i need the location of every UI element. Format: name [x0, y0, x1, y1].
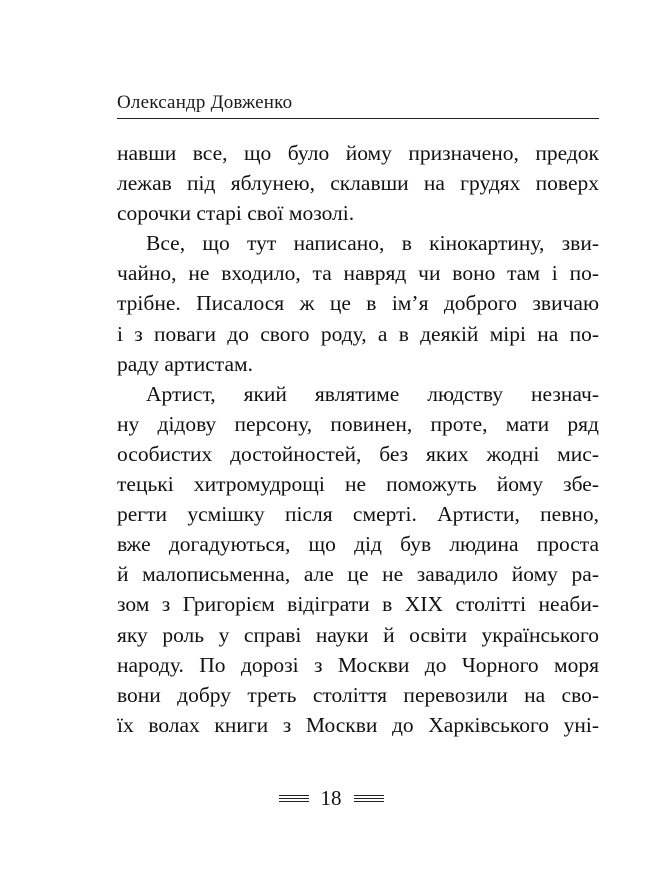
text-line: вони добру треть століття перевозили на сво-	[117, 682, 599, 707]
running-head: Олександр Довженко	[117, 92, 293, 113]
page-footer	[0, 786, 662, 810]
text-line: сорочки старі свої мозолі.	[117, 201, 355, 226]
header-rule	[117, 118, 599, 119]
text-line: регти усмішку після смерті. Артисти, певно,	[117, 502, 599, 527]
text-line: й малописьменна, але це не завадило йому ра-	[117, 562, 599, 587]
text-line: трібне. Писалося ж це в ім’я доброго звичаю	[117, 291, 599, 316]
text-line: яку роль у справі науки й освіти українського	[117, 622, 599, 647]
text-line: народу. По дорозі з Москви до Чорного моря	[117, 652, 599, 677]
text-line: ну дідову персону, повинен, проте, мати ряд	[117, 411, 599, 436]
text-line: особистих достойностей, без яких жодні мис-	[117, 441, 599, 466]
body-text	[117, 138, 599, 740]
text-line: вже догадуються, що дід був людина проста	[117, 532, 599, 557]
left-ornament	[279, 795, 309, 802]
text-line: навши все, що було йому призначено, предок	[117, 141, 599, 165]
text-line: і з поваги до свого роду, а в деякій мірі на по-	[117, 321, 599, 346]
text-line: Все, що тут написано, в кінокартину, зви-	[146, 231, 599, 256]
text-line: лежав під яблунею, склавши на грудях поверх	[117, 171, 599, 196]
page-number: 18	[320, 786, 342, 810]
text-line: раду артистам.	[117, 351, 253, 376]
text-line: зом з Григорієм відіграти в ХІХ столітті неаби-	[117, 592, 599, 617]
right-ornament	[354, 795, 384, 802]
text-line: чайно, не входило, та навряд чи воно там і по-	[117, 261, 599, 286]
text-line: їх волах книги з Москви до Харківського уні-	[117, 712, 599, 737]
text-line: тецькі хитромудрощі не поможуть йому збе-	[117, 472, 599, 497]
text-line: Артист, який являтиме людству незнач-	[146, 381, 599, 406]
